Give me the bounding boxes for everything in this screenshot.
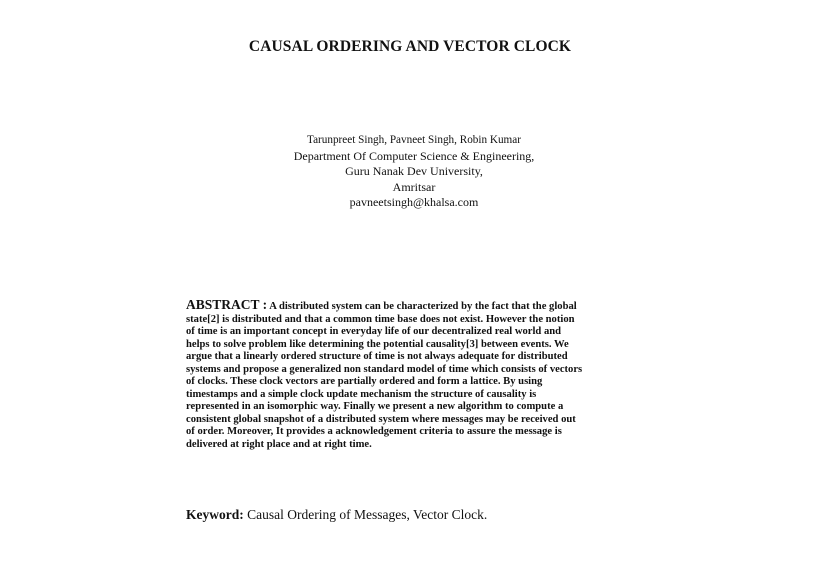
abstract-line: delivered at right place and at right time. — [186, 438, 372, 450]
author-block — [0, 133, 820, 211]
abstract-line: helps to solve problem like determining the potential causality[3] between events. We — [186, 338, 569, 350]
abstract-line: consistent global snapshot of a distributed system where messages may be received out — [186, 413, 576, 425]
abstract-line: of order. Moreover, It provides a acknowledgement criteria to assure the message is — [186, 426, 562, 437]
abstract-line: represented in an isomorphic way. Finally we present a new algorithm to compute a — [186, 401, 564, 412]
abstract-heading: ABSTRACT : — [186, 297, 268, 312]
author-university: Guru Nanak Dev University, — [345, 164, 483, 178]
author-email: pavneetsingh@khalsa.com — [349, 195, 479, 209]
abstract-line: of time is an important concept in everyday life of our decentralized real world and — [186, 326, 562, 337]
abstract-line: argue that a linearly ordered structure of time is not always adequate for distributed — [186, 351, 568, 362]
abstract-text: A distributed system can be characterized by the fact that the global — [269, 301, 577, 312]
author-department: Department Of Computer Science & Engineering, — [293, 148, 535, 163]
abstract-line: of clocks. These clock vectors are partially ordered and form a lattice. By using — [186, 376, 543, 387]
author-names: Tarunpreet Singh, Pavneet Singh, Robin Kumar — [307, 134, 521, 146]
keyword-text: Causal Ordering of Messages, Vector Clock. — [247, 507, 488, 522]
keyword-line — [186, 507, 487, 523]
abstract — [186, 299, 638, 451]
keyword-label: Keyword: — [186, 507, 244, 522]
abstract-line — [186, 299, 638, 314]
author-city: Amritsar — [392, 179, 436, 194]
abstract-line: state[2] is distributed and that a common time base does not exist. However the notion — [186, 313, 575, 325]
paper-title: CAUSAL ORDERING AND VECTOR CLOCK — [248, 38, 572, 55]
abstract-line: timestamps and a simple clock update mechanism the structure of causality is — [186, 388, 537, 400]
abstract-line: systems and propose a generalized non standard model of time which consists of vectors — [186, 363, 583, 375]
